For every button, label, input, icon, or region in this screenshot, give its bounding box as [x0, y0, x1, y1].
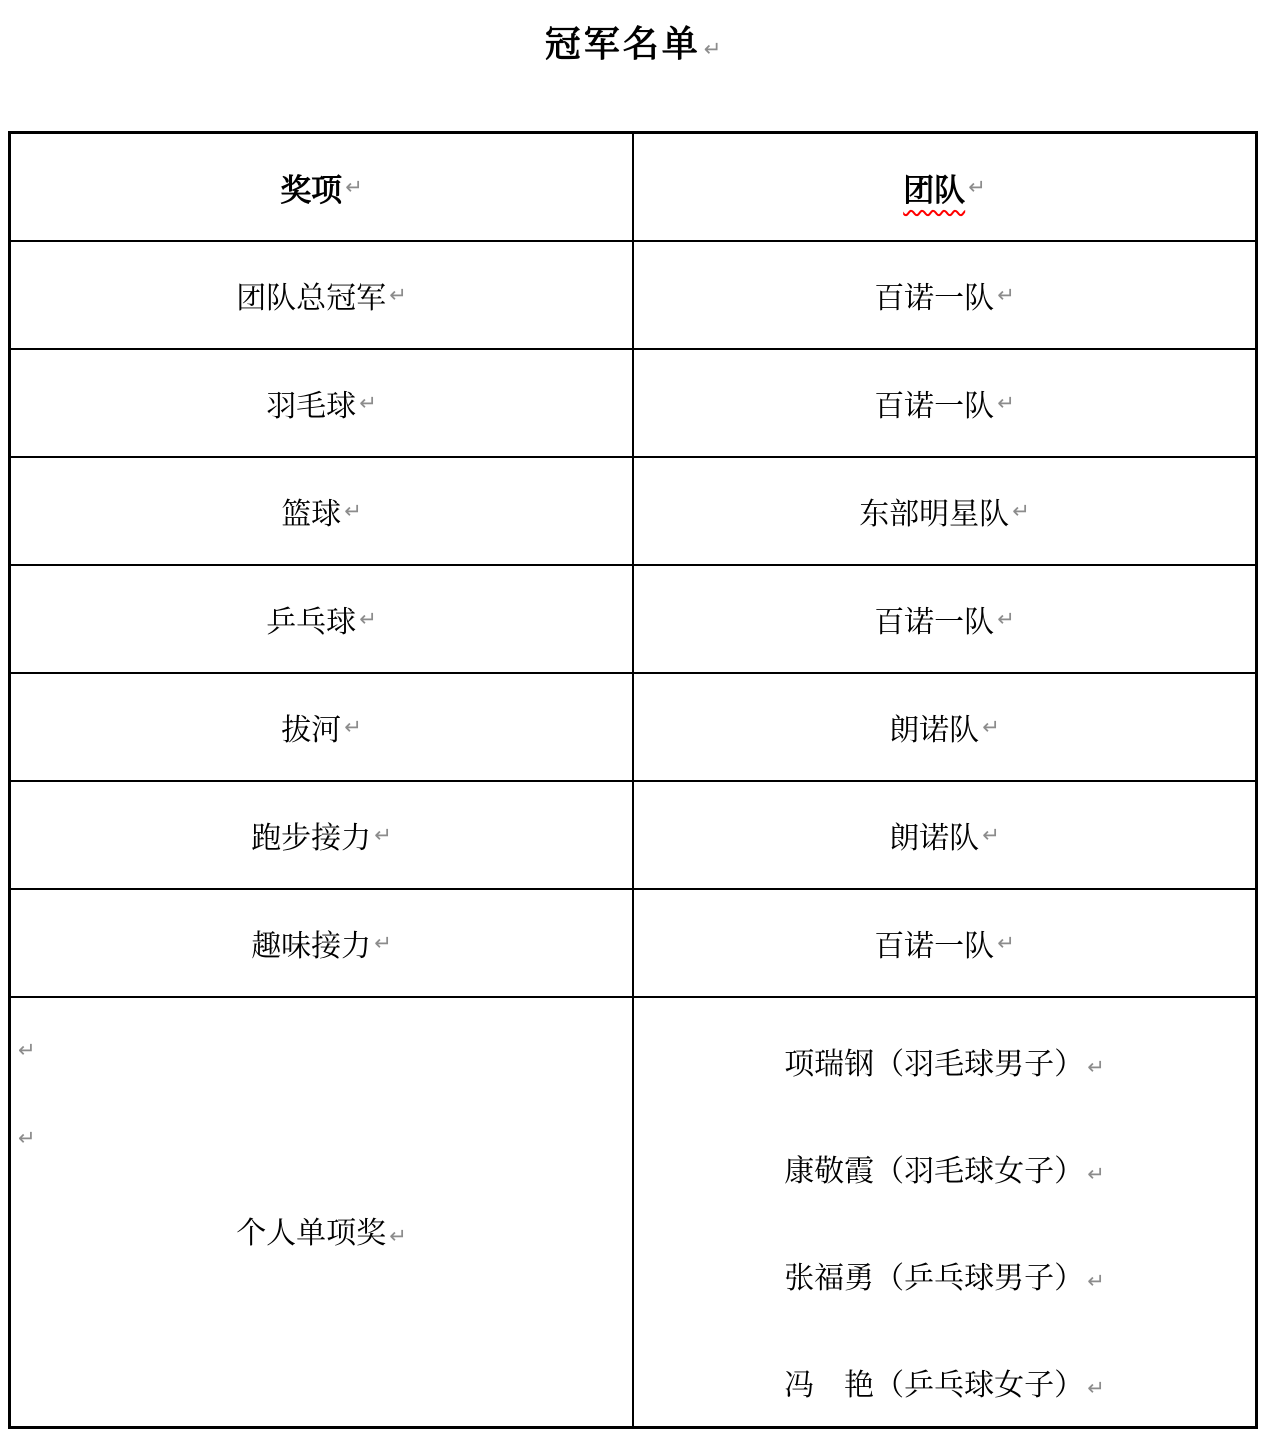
champions-table: [8, 131, 1258, 1429]
table-row: [11, 350, 1255, 458]
table-row: [11, 890, 1255, 998]
team-cell: [634, 242, 1255, 348]
paragraph-return-mark-icon: ↵: [389, 1224, 407, 1248]
team-cell: [634, 890, 1255, 996]
individual-winners-cell: [634, 998, 1255, 1426]
paragraph-return-mark-icon: ↵: [1012, 499, 1030, 523]
table-row: [11, 242, 1255, 350]
team-label: 百诺一队: [874, 606, 995, 639]
table-row: [11, 674, 1255, 782]
team-cell: [634, 350, 1255, 456]
paragraph-return-mark-icon: ↵: [982, 823, 1000, 847]
paragraph-return-mark-icon: ↵: [997, 283, 1015, 307]
winner-name: 康敬霞（羽毛球女子）: [784, 1155, 1085, 1188]
individual-award-label-line: [11, 1208, 632, 1252]
individual-award-label: 个人单项奖: [236, 1217, 387, 1250]
team-cell: [634, 458, 1255, 564]
header-cell-team: [634, 134, 1255, 240]
paragraph-return-mark-icon: ↵: [359, 391, 377, 415]
award-label: 拔河: [281, 714, 342, 747]
header-award-label: 奖项: [280, 172, 343, 208]
award-cell: [11, 890, 634, 996]
paragraph-return-mark-icon: ↵: [997, 931, 1015, 955]
award-cell: [11, 674, 634, 780]
paragraph-return-mark-icon: ↵: [344, 499, 362, 523]
table-row: [11, 458, 1255, 566]
award-label: 乒乓球: [266, 606, 357, 639]
table-row: [11, 782, 1255, 890]
paragraph-return-mark-icon: ↵: [997, 607, 1015, 631]
winner-line: [784, 1258, 1105, 1300]
winner-name: 项瑞钢（羽毛球男子）: [784, 1048, 1085, 1081]
paragraph-return-mark-icon: ↵: [374, 931, 392, 955]
team-cell: [634, 674, 1255, 780]
team-label: 百诺一队: [874, 930, 995, 963]
award-cell: [11, 242, 634, 348]
award-label: 趣味接力: [251, 930, 372, 963]
paragraph-return-mark-icon: ↵: [997, 391, 1015, 415]
award-cell: [11, 782, 634, 888]
paragraph-return-mark-icon: ↵: [1087, 1162, 1105, 1186]
award-cell: [11, 350, 634, 456]
paragraph-return-mark-icon: ↵: [1087, 1055, 1105, 1079]
team-label: 朗诺队: [889, 822, 980, 855]
paragraph-return-mark-icon: ↵: [344, 715, 362, 739]
document-title-block: [0, 16, 1266, 67]
paragraph-return-mark-icon: ↵: [389, 283, 407, 307]
award-label: 篮球: [281, 498, 342, 531]
winner-line: [784, 1365, 1105, 1407]
table-header-row: [11, 134, 1255, 242]
paragraph-return-mark-icon: ↵: [359, 607, 377, 631]
paragraph-return-mark-icon: ↵: [1087, 1269, 1105, 1293]
paragraph-return-mark-icon: ↵: [374, 823, 392, 847]
empty-paragraph-mark-icon: ↵: [18, 1038, 36, 1062]
award-label: 羽毛球: [266, 390, 357, 423]
table-row: [11, 566, 1255, 674]
page-title: 冠军名单: [544, 23, 701, 64]
paragraph-return-mark-icon: ↵: [1087, 1376, 1105, 1400]
header-team-label: 团队: [903, 172, 966, 208]
team-label: 朗诺队: [889, 714, 980, 747]
team-label: 百诺一队: [874, 282, 995, 315]
team-cell: [634, 782, 1255, 888]
individual-awards-row: [11, 998, 1255, 1426]
team-label: 东部明星队: [859, 498, 1010, 531]
winner-name: 张福勇（乒乓球男子）: [784, 1262, 1085, 1295]
winner-line: [784, 1044, 1105, 1086]
paragraph-return-mark-icon: ↵: [703, 37, 722, 61]
award-cell: [11, 458, 634, 564]
team-cell: [634, 566, 1255, 672]
empty-paragraph-mark-icon: ↵: [18, 1126, 36, 1150]
team-label: 百诺一队: [874, 390, 995, 423]
award-label: 跑步接力: [251, 822, 372, 855]
paragraph-return-mark-icon: ↵: [968, 175, 986, 199]
award-cell: [11, 566, 634, 672]
paragraph-return-mark-icon: ↵: [345, 175, 363, 199]
individual-award-cell: [11, 998, 634, 1426]
winner-line: [784, 1151, 1105, 1193]
paragraph-return-mark-icon: ↵: [982, 715, 1000, 739]
winner-name: 冯 艳（乒乓球女子）: [784, 1369, 1085, 1402]
award-label: 团队总冠军: [236, 282, 387, 315]
header-cell-award: [11, 134, 634, 240]
